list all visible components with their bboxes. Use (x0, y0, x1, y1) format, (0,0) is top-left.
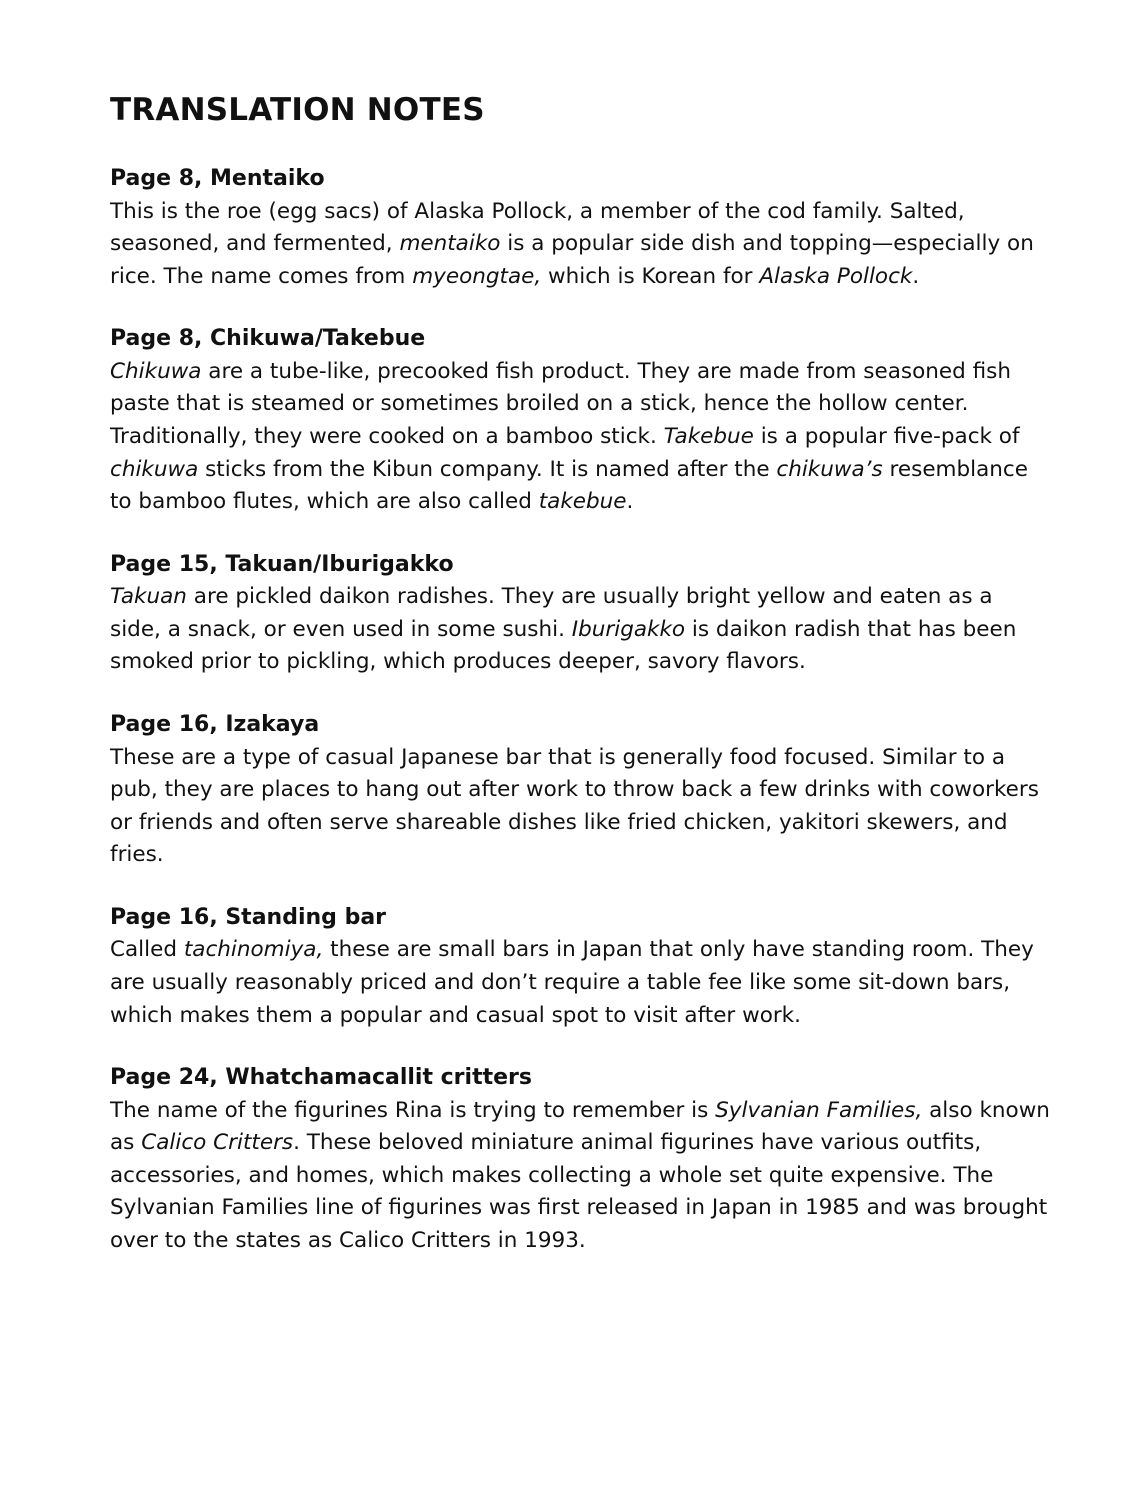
text-run: are a tube-like, precooked fish product. They are made from seasoned fish paste that is steamed or sometimes broiled on a stick, hence the hollow center. Traditionally, they were cooked on a bamboo stick. (110, 358, 1011, 449)
text-run: which is Korean for (541, 263, 760, 289)
text-run: resemblance to bamboo flutes, which are also called (110, 456, 1028, 515)
note-chikuwa-takebue (110, 323, 1050, 518)
text-run: is daikon radish that has been smoked prior to pickling, which produces deeper, savory flavors. (110, 616, 1017, 675)
text-run: . (912, 263, 920, 289)
text-run: are pickled daikon radishes. They are usually bright yellow and eaten as a side, a snack, or even used in some sushi. (110, 584, 993, 642)
note-body (110, 742, 1050, 872)
text-run: These are a type of casual Japanese bar that is generally food focused. Similar to a pub, they are places to hang out after work to throw back a few drinks with coworkers or friends and often serve shareable dishes like fried chicken, yakitori skewers, and fries. (110, 744, 1039, 868)
notes-list (110, 163, 1050, 1258)
note-mentaiko (110, 163, 1050, 293)
text-run: . These beloved miniature animal figurines have various outfits, accessories, and homes, which makes collecting a whole set quite expensive. The Sylvanian Families line of figurines was first released in Japan in 1985 and was brought over to the states as Calico Critters in 1993. (110, 1130, 1048, 1254)
text-run: . (626, 489, 634, 515)
note-heading: Page 24, Whatchamacallit critters (110, 1065, 532, 1091)
italic-term: Alaska Pollock (759, 263, 913, 289)
text-run: Called (110, 937, 184, 963)
note-body (110, 196, 1050, 294)
italic-term: Calico Critters (141, 1130, 294, 1156)
italic-term: takebue (538, 489, 627, 515)
text-run: This is the roe (egg sacs) of Alaska Pollock, a member of the cod family. Salted, seasoned, and fermented, (110, 198, 965, 257)
text-run: is a popular side dish and topping—especially on rice. The name comes from (110, 231, 1034, 289)
note-body (110, 1095, 1050, 1258)
italic-term: chikuwa (110, 456, 199, 482)
document-page (110, 88, 1050, 1288)
note-izakaya (110, 709, 1050, 872)
italic-term: Sylvanian Families, (715, 1097, 923, 1123)
italic-term: Takebue (663, 423, 754, 449)
note-heading: Page 16, Izakaya (110, 712, 320, 738)
note-heading: Page 8, Mentaiko (110, 166, 325, 191)
text-run: sticks from the Kibun company. It is named after the (198, 456, 777, 482)
italic-term: Chikuwa (110, 358, 202, 384)
note-body (110, 581, 1050, 679)
note-standing-bar (110, 902, 1050, 1032)
italic-term: myeongtae, (412, 263, 542, 289)
note-takuan-iburigakko (110, 549, 1050, 679)
text-run: these are small bars in Japan that only have standing room. They are usually reasonably priced and don’t require a table fee like some sit-down bars, which makes them a popular and casual spot to visit after work. (110, 937, 1034, 1028)
note-heading: Page 8, Chikuwa/Takebue (110, 326, 426, 352)
note-body (110, 356, 1050, 519)
text-run: is a popular five-pack of (753, 423, 1020, 449)
italic-term: Iburigakko (571, 616, 686, 642)
text-run: The name of the figurines Rina is trying to remember is (110, 1097, 716, 1123)
italic-term: Takuan (110, 584, 187, 610)
note-body (110, 934, 1050, 1032)
note-whatchamacallit-critters (110, 1062, 1050, 1257)
italic-term: chikuwa’s (776, 456, 883, 482)
note-heading: Page 15, Takuan/Iburigakko (110, 551, 454, 577)
italic-term: tachinomiya, (183, 937, 324, 963)
italic-term: mentaiko (399, 231, 501, 257)
page-title: TRANSLATION NOTES (110, 92, 485, 128)
note-heading: Page 16, Standing bar (110, 904, 387, 930)
text-run: also known as (110, 1097, 1050, 1156)
